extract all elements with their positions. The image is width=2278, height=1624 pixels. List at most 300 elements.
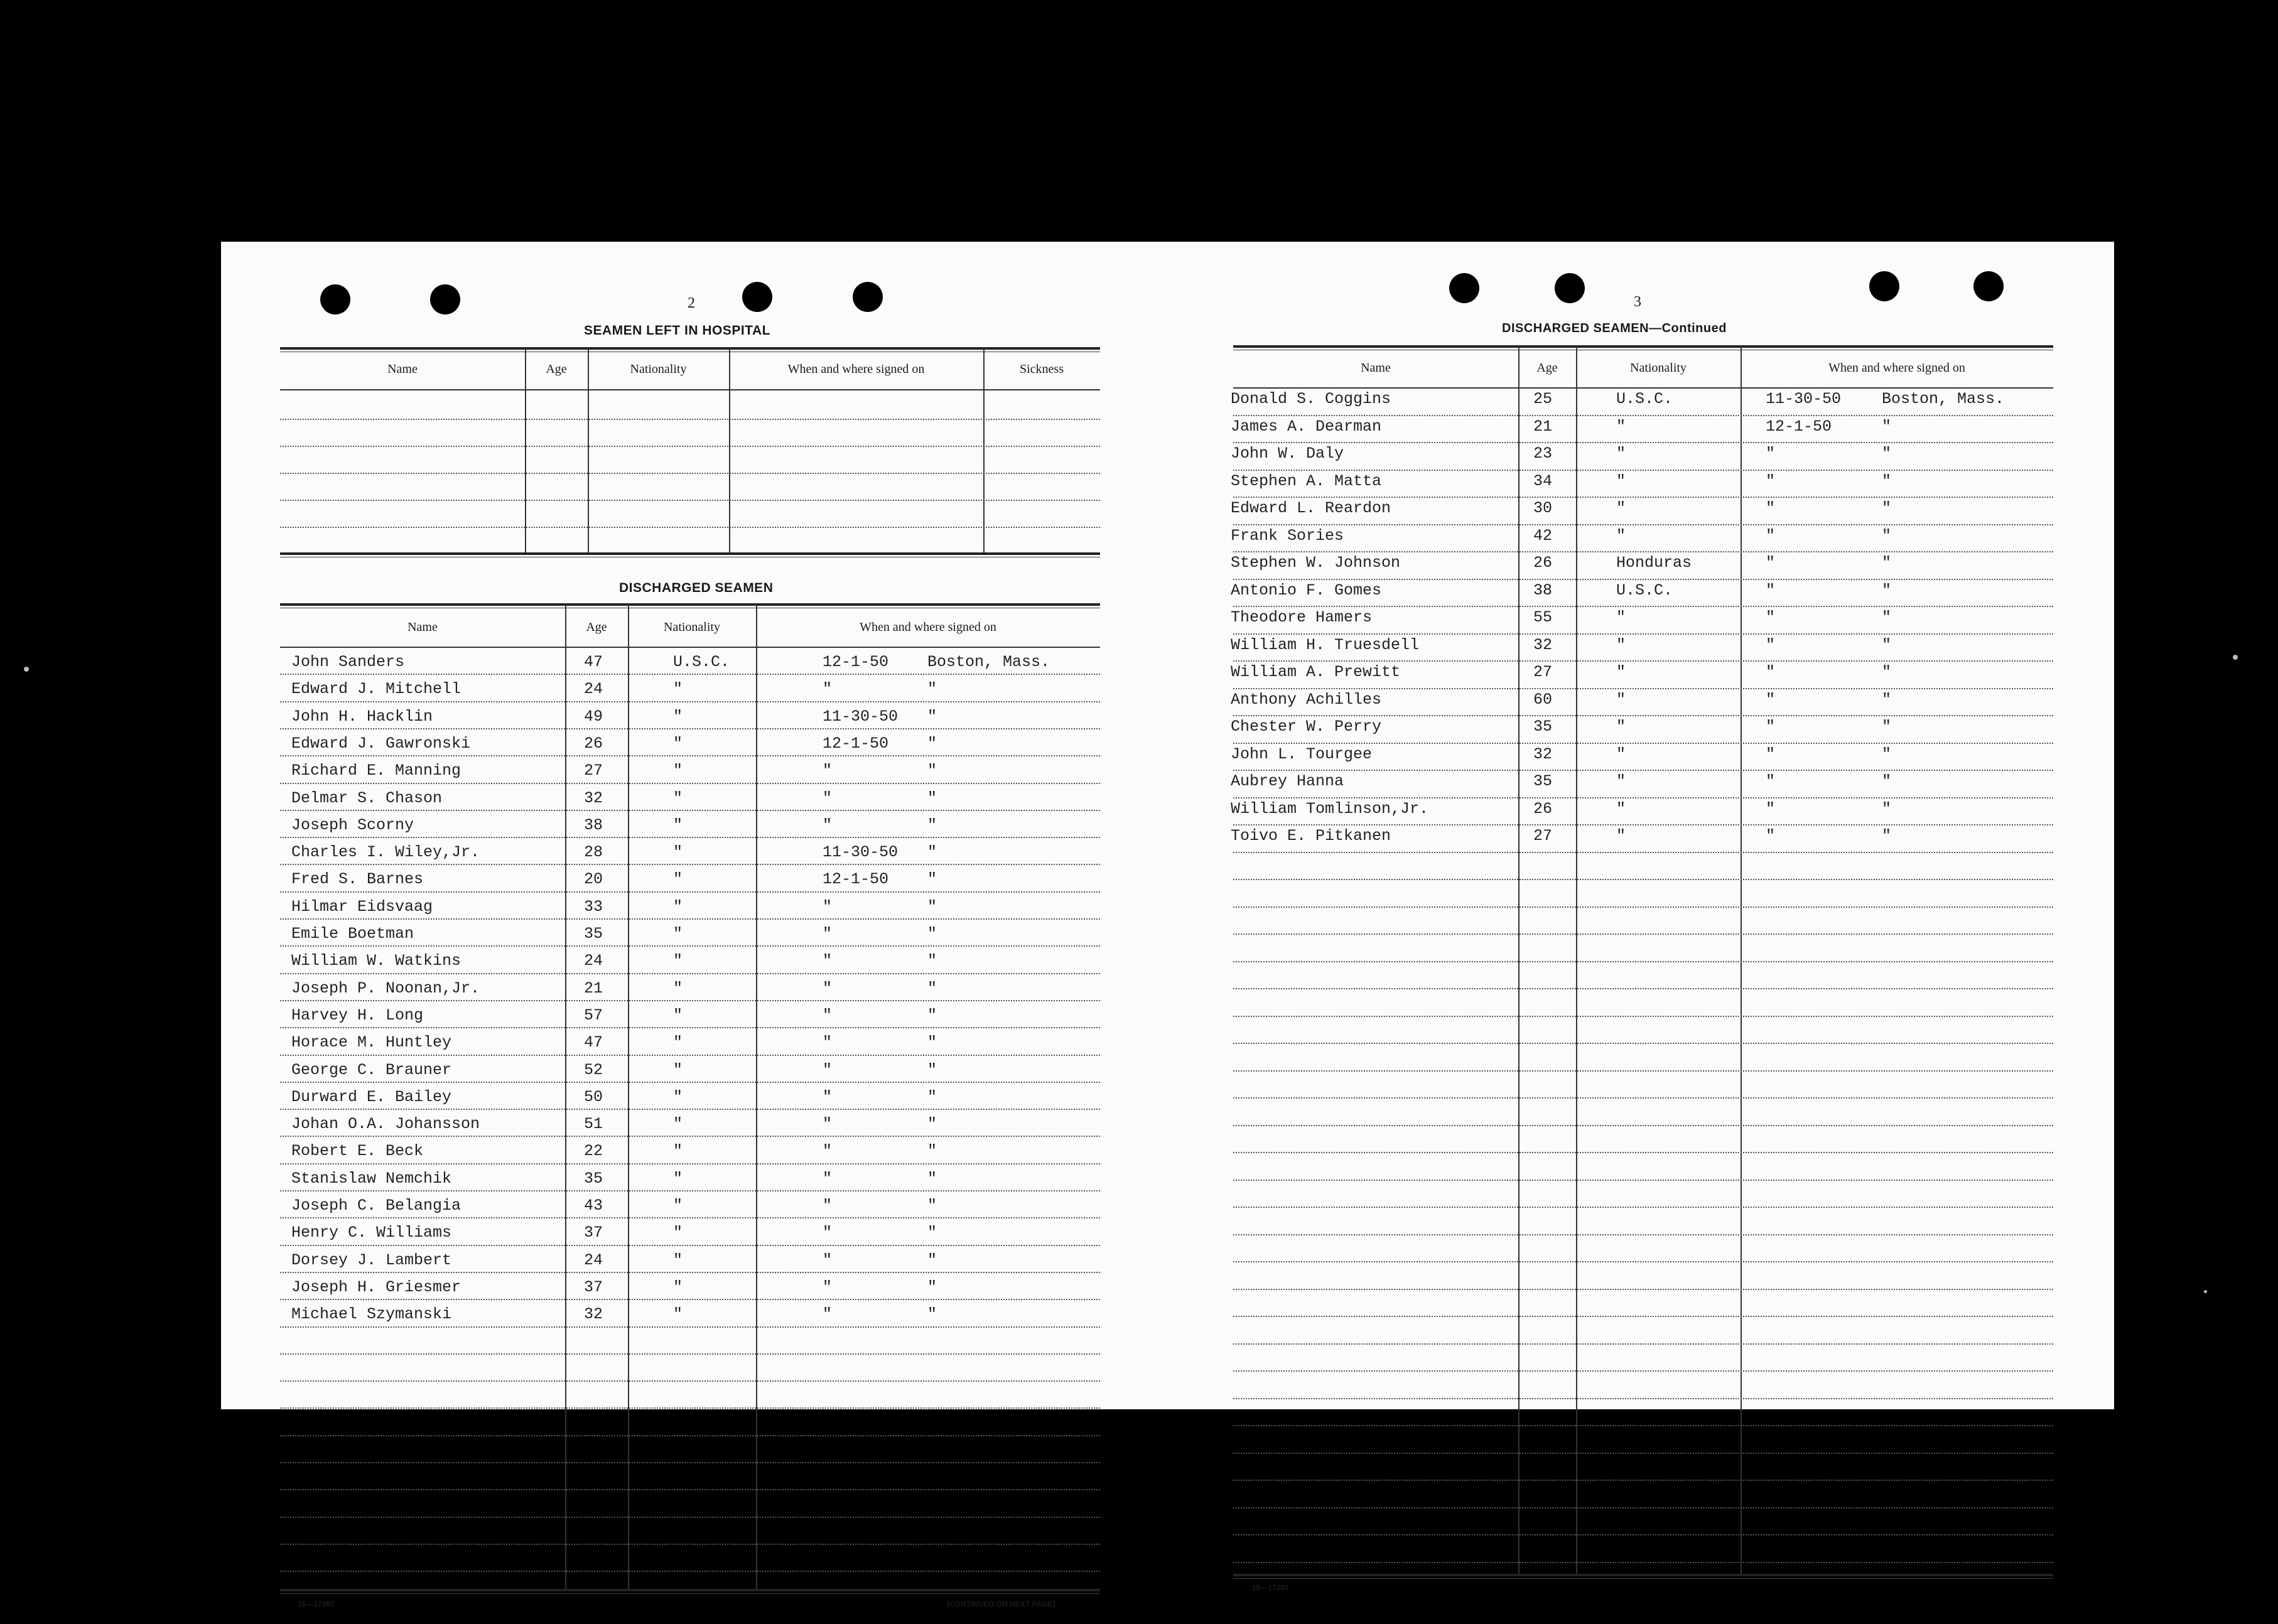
signed-on-place: Boston, Mass. [927,653,1050,671]
row-line [1233,1261,2053,1262]
signed-on-place: " [927,870,937,889]
signed-on-place: " [927,1115,937,1134]
seaman-name: Michael Szymanski [291,1305,452,1324]
row-line [280,1055,1100,1056]
seaman-age: 27 [584,761,603,780]
seaman-name: William W. Watkins [291,952,462,971]
hospital-header-signed-on: When and where signed on [787,362,925,376]
signed-on-date: " [823,1196,833,1215]
right-header-nationality: Nationality [1630,361,1687,375]
signed-on-place: " [927,1169,937,1188]
signed-on-date: " [823,1250,833,1269]
seaman-age: 35 [1533,718,1553,736]
right-header-name: Name [1361,361,1391,375]
seaman-age: 35 [584,925,603,943]
row-line [1233,1207,2053,1208]
seaman-age: 24 [584,1250,603,1269]
row-line [280,527,1100,528]
signed-on-date: " [823,1006,833,1024]
discharged-header-signed-on: When and where signed on [860,620,996,634]
seaman-name: Emile Boetman [291,925,414,943]
row-line [1233,1343,2053,1345]
seaman-name: Joseph H. Griesmer [291,1277,462,1296]
dust-speck [2233,655,2238,660]
page-number-left: 2 [688,295,695,311]
signed-on-date: " [823,1060,833,1079]
seaman-nationality: " [673,1250,683,1269]
row-line [1233,770,2053,771]
hospital-header-age: Age [546,362,567,376]
hospital-section-title: SEAMEN LEFT IN HOSPITAL [584,323,770,338]
signed-on-date: " [1766,471,1776,490]
row-line [1233,1043,2053,1044]
seaman-name: James A. Dearman [1231,417,1382,436]
seaman-name: William A. Prewitt [1231,663,1401,681]
seaman-nationality: " [673,843,683,862]
signed-on-date: 12-1-50 [823,870,889,889]
row-line [1233,1180,2053,1181]
signed-on-place: " [927,761,937,780]
seaman-nationality: " [673,815,683,834]
row-line [1233,852,2053,853]
seaman-name: Edward J. Gawronski [291,734,471,753]
signed-on-place: " [1882,772,1892,790]
signed-on-place: " [1882,444,1892,463]
seaman-name: Theodore Hamers [1231,608,1373,626]
signed-on-date: " [823,788,833,807]
seaman-name: Fred S. Barnes [291,870,424,889]
seaman-age: 27 [1533,663,1553,681]
row-line [1233,1425,2053,1426]
seaman-nationality: " [1616,690,1626,709]
signed-on-place: " [927,925,937,943]
signed-on-date: 12-1-50 [1766,417,1832,436]
signed-on-place: " [1882,526,1892,545]
row-line [1233,933,2053,935]
seaman-name: John L. Tourgee [1231,745,1373,763]
signed-on-date: " [1766,608,1776,626]
seaman-nationality: " [673,707,683,726]
row-line [1233,1562,2053,1563]
seaman-age: 32 [1533,635,1553,654]
punch-hole [1973,271,2004,301]
seaman-name: Charles I. Wiley,Jr. [291,843,480,862]
signed-on-date: " [823,761,833,780]
hospital-header-nationality: Nationality [630,362,687,376]
signed-on-date: " [1766,581,1776,600]
row-line [1233,1234,2053,1235]
signed-on-place: Boston, Mass. [1882,390,2005,408]
seaman-age: 43 [584,1196,603,1215]
signed-on-place: " [927,1033,937,1052]
row-line [1233,551,2053,552]
row-line [280,1027,1100,1028]
discharged-header-nationality: Nationality [664,620,720,634]
column-divider [756,605,757,1589]
signed-on-place: " [927,1223,937,1242]
signed-on-place: " [927,1087,937,1106]
row-line [1233,1398,2053,1399]
seaman-name: Chester W. Perry [1231,718,1382,736]
seaman-age: 30 [1533,499,1553,517]
seaman-name: Joseph P. Noonan,Jr. [291,979,480,998]
signed-on-place: " [1882,663,1892,681]
signed-on-date: " [823,815,833,834]
row-line [280,1517,1100,1518]
seaman-name: John W. Daly [1231,444,1344,463]
seaman-age: 37 [584,1277,603,1296]
signed-on-date: 11-30-50 [823,707,899,726]
row-line [280,1245,1100,1246]
row-line [1233,579,2053,580]
seaman-age: 38 [1533,581,1553,600]
signed-on-date: " [1766,499,1776,517]
seaman-name: Durward E. Bailey [291,1087,452,1106]
seaman-name: John Sanders [291,653,405,671]
row-line [280,446,1100,447]
row-line [1233,1316,2053,1317]
seaman-nationality: " [673,1277,683,1296]
seaman-nationality: " [1616,718,1626,736]
row-line [280,1489,1100,1490]
row-line [1233,1070,2053,1072]
row-line [280,945,1100,947]
row-line [280,1272,1100,1273]
dust-speck [24,667,29,672]
signed-on-place: " [1882,417,1892,436]
seaman-name: Delmar S. Chason [291,788,443,807]
row-line [280,755,1100,756]
signed-on-place: " [927,1142,937,1161]
seaman-nationality: " [1616,526,1626,545]
seaman-nationality: U.S.C. [1616,581,1673,600]
column-divider [729,348,730,552]
signed-on-place: " [927,1196,937,1215]
row-line [1233,743,2053,744]
signed-on-date: " [1766,635,1776,654]
row-line [280,473,1100,474]
column-divider [1518,347,1520,1574]
row-line [1233,524,2053,525]
seaman-name: Johan O.A. Johansson [291,1115,480,1134]
row-line [1233,1289,2053,1290]
row-line [280,674,1100,675]
row-line [1233,660,2053,662]
seaman-name: Edward J. Mitchell [291,680,462,699]
seaman-name: Horace M. Huntley [291,1033,452,1052]
signed-on-place: " [927,1277,937,1296]
seaman-nationality: " [1616,444,1626,463]
signed-on-place: " [927,1060,937,1079]
seaman-name: Antonio F. Gomes [1231,581,1382,600]
signed-on-place: " [927,707,937,726]
signed-on-date: " [823,1223,833,1242]
row-line [1233,1370,2053,1372]
seaman-nationality: " [673,1033,683,1052]
row-line [280,1082,1100,1083]
row-line [280,1407,1100,1409]
seaman-nationality: U.S.C. [673,653,730,671]
row-line [280,1109,1100,1110]
seaman-name: Joseph Scorny [291,815,414,834]
seaman-nationality: " [1616,745,1626,763]
signed-on-date: " [1766,663,1776,681]
signed-on-date: 11-30-50 [823,843,899,862]
row-line [280,1544,1100,1545]
right-header-signed-on: When and where signed on [1828,361,1965,375]
signed-on-place: " [927,952,937,971]
punch-hole [320,284,350,315]
seaman-name: Stanislaw Nemchik [291,1169,452,1188]
seaman-name: John H. Hacklin [291,707,433,726]
row-line [1233,824,2053,825]
hospital-bottom-rule [280,552,1100,555]
row-line [280,1217,1100,1218]
discharged-top-rule [280,603,1100,606]
seaman-nationality: " [1616,499,1626,517]
column-divider [983,348,985,552]
row-line [280,891,1100,893]
signed-on-date: " [1766,799,1776,818]
row-line [280,701,1100,702]
seaman-age: 55 [1533,608,1553,626]
seaman-name: Richard E. Manning [291,761,462,780]
seaman-age: 25 [1533,390,1553,408]
seaman-age: 21 [584,979,603,998]
signed-on-place: " [1882,799,1892,818]
seaman-nationality: " [673,1305,683,1324]
signed-on-date: " [823,952,833,971]
seaman-name: Hilmar Eidsvaag [291,897,433,916]
signed-on-place: " [1882,608,1892,626]
seaman-nationality: " [673,897,683,916]
seaman-name: Stephen W. Johnson [1231,554,1401,572]
form-number-right: 16—17287 [1252,1583,1289,1592]
seaman-age: 24 [584,952,603,971]
seaman-age: 47 [584,1033,603,1052]
discharged-bottom-rule [280,1589,1100,1591]
seaman-name: Henry C. Williams [291,1223,452,1242]
seaman-age: 35 [1533,772,1553,790]
seaman-age: 37 [584,1223,603,1242]
row-line [1233,1016,2053,1017]
row-line [1233,497,2053,498]
seaman-name: Donald S. Coggins [1231,390,1391,408]
seaman-nationality: " [1616,635,1626,654]
row-line [1233,988,2053,989]
seaman-name: Frank Sories [1231,526,1344,545]
row-line [1233,715,2053,716]
seaman-nationality: " [1616,799,1626,818]
signed-on-date: " [1766,690,1776,709]
row-line [1233,1534,2053,1535]
seaman-age: 32 [1533,745,1553,763]
seaman-nationality: " [1616,608,1626,626]
seaman-age: 22 [584,1142,603,1161]
signed-on-date: " [823,1142,833,1161]
continued-note: [CONTINUED ON NEXT PAGE] [947,1600,1055,1608]
seaman-age: 47 [584,653,603,671]
seaman-nationality: " [1616,417,1626,436]
signed-on-date: " [1766,772,1776,790]
seaman-age: 24 [584,680,603,699]
signed-on-place: " [1882,827,1892,845]
right-header-age: Age [1536,361,1558,375]
seaman-nationality: Honduras [1616,554,1692,572]
signed-on-date: " [823,979,833,998]
signed-on-date: 12-1-50 [823,734,889,753]
seaman-name: Stephen A. Matta [1231,471,1382,490]
seaman-age: 28 [584,843,603,862]
continued-section-title: DISCHARGED SEAMEN—Continued [1502,321,1727,335]
row-line [1233,906,2053,908]
punch-hole [1555,273,1585,303]
signed-on-date: " [823,1305,833,1324]
seaman-name: Robert E. Beck [291,1142,424,1161]
signed-on-place: " [1882,499,1892,517]
row-line [1233,1152,2053,1153]
seaman-name: George C. Brauner [291,1060,452,1079]
seaman-age: 49 [584,707,603,726]
row-line [280,1380,1100,1382]
signed-on-date: " [823,897,833,916]
row-line [280,973,1100,974]
signed-on-place: " [927,1006,937,1024]
punch-hole [742,282,772,312]
seaman-age: 52 [584,1060,603,1079]
seaman-age: 57 [584,1006,603,1024]
signed-on-place: " [927,734,937,753]
seaman-nationality: " [673,1060,683,1079]
signed-on-place: " [1882,581,1892,600]
discharged-header-rule [280,647,1100,648]
row-line [1233,606,2053,607]
signed-on-date: " [1766,827,1776,845]
row-line [1233,633,2053,635]
signed-on-place: " [1882,745,1892,763]
discharged-header-age: Age [586,620,607,634]
right-header-rule [1233,387,2053,389]
column-divider [565,605,566,1589]
punch-hole [853,282,883,312]
row-line [280,1163,1100,1164]
seaman-age: 35 [584,1169,603,1188]
seaman-name: William H. Truesdell [1231,635,1420,654]
seaman-age: 32 [584,1305,603,1324]
hospital-top-rule [280,347,1100,350]
signed-on-date: " [823,1115,833,1134]
row-line [280,500,1100,501]
discharged-section-title: DISCHARGED SEAMEN [619,581,774,595]
seaman-age: 33 [584,897,603,916]
seaman-age: 38 [584,815,603,834]
signed-on-date: " [1766,526,1776,545]
row-line [1233,1480,2053,1481]
hospital-header-rule [280,389,1100,390]
signed-on-place: " [927,680,937,699]
seaman-nationality: " [673,761,683,780]
seaman-age: 51 [584,1115,603,1134]
signed-on-place: " [1882,554,1892,572]
row-line [280,1435,1100,1436]
row-line [1233,1507,2053,1508]
row-line [280,1000,1100,1001]
seaman-age: 26 [1533,799,1553,818]
row-line [1233,879,2053,880]
signed-on-date: " [823,925,833,943]
seaman-age: 50 [584,1087,603,1106]
signed-on-date: 11-30-50 [1766,390,1842,408]
seaman-nationality: " [1616,471,1626,490]
seaman-name: Anthony Achilles [1231,690,1382,709]
seaman-nationality: " [673,680,683,699]
signed-on-date: " [1766,444,1776,463]
seaman-name: Harvey H. Long [291,1006,424,1024]
seaman-nationality: " [673,870,683,889]
seaman-age: 20 [584,870,603,889]
signed-on-place: " [1882,718,1892,736]
seaman-nationality: " [1616,772,1626,790]
punch-hole [430,284,460,315]
seaman-nationality: " [673,1087,683,1106]
signed-on-place: " [1882,471,1892,490]
row-line [280,419,1100,420]
seaman-name: William Tomlinson,Jr. [1231,799,1429,818]
right-bottom-rule [1233,1574,2053,1576]
signed-on-place: " [1882,635,1892,654]
seaman-age: 26 [584,734,603,753]
signed-on-date: 12-1-50 [823,653,889,671]
signed-on-date: " [823,1277,833,1296]
row-line [280,918,1100,920]
seaman-name: Toivo E. Pitkanen [1231,827,1391,845]
seaman-nationality: " [673,1223,683,1242]
row-line [1233,688,2053,689]
seaman-age: 42 [1533,526,1553,545]
seaman-age: 23 [1533,444,1553,463]
signed-on-place: " [1882,690,1892,709]
column-divider [1741,347,1742,1574]
signed-on-date: " [823,680,833,699]
seaman-age: 34 [1533,471,1553,490]
seaman-nationality: " [673,952,683,971]
row-line [1233,961,2053,962]
column-divider [525,348,526,552]
punch-hole [1449,273,1479,303]
row-line [280,1326,1100,1328]
row-line [1233,797,2053,799]
document-sheet [221,242,2114,1608]
seaman-nationality: " [673,979,683,998]
signed-on-date: " [1766,718,1776,736]
seaman-nationality: " [673,1196,683,1215]
hospital-header-sickness: Sickness [1020,362,1064,376]
row-line [1233,442,2053,443]
seaman-age: 26 [1533,554,1553,572]
right-top-rule [1233,345,2053,348]
seaman-name: Aubrey Hanna [1231,772,1344,790]
seaman-nationality: " [673,1006,683,1024]
signed-on-place: " [927,1305,937,1324]
signed-on-date: " [823,1169,833,1188]
discharged-header-name: Name [408,620,438,634]
seaman-age: 60 [1533,690,1553,709]
signed-on-date: " [1766,554,1776,572]
seaman-nationality: " [1616,663,1626,681]
seaman-name: Joseph C. Belangia [291,1196,462,1215]
signed-on-date: " [823,1087,833,1106]
seaman-age: 32 [584,788,603,807]
